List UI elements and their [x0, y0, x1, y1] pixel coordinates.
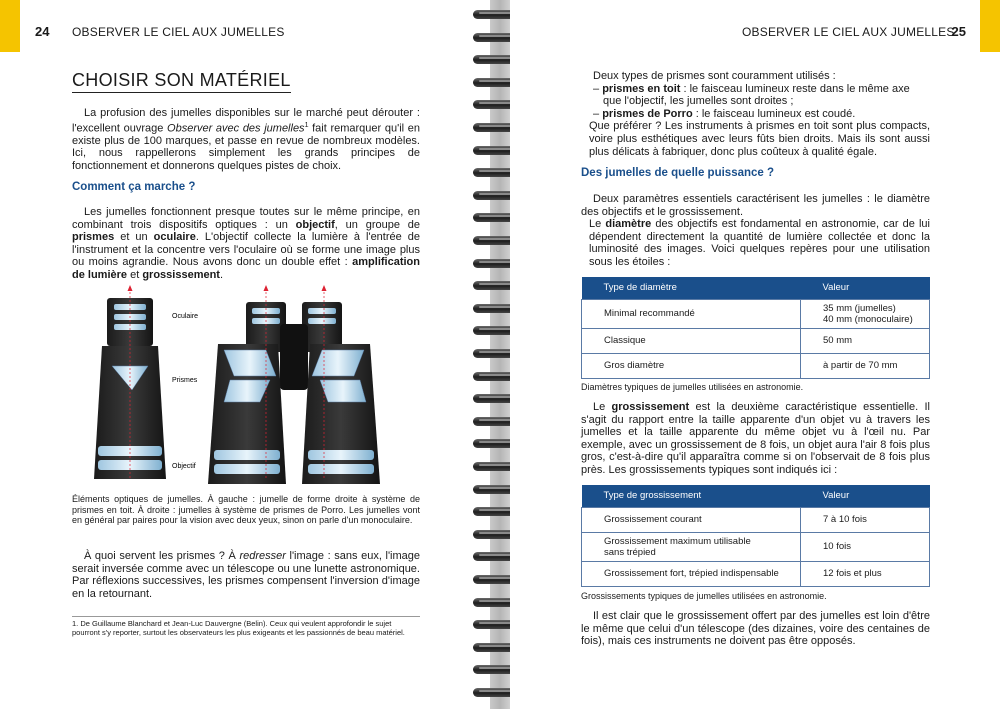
- prism-types-list: Deux types de prismes sont couramment utilisés : – prismes en toit : le faisceau lumineux reste dans le même axe que l'objectif, les jumelles sont droites ; – prismes de Porro : le faisceau lumineux est coudé. Que préférer ? Les instruments à prismes en toit sont plus compacts, voire plus esthétiques avec leurs fûts bien droits. Mais ils sont aussi plus délicats à fabriquer, donc plus coûteux à qualité égale.: [589, 70, 930, 158]
- page-title: CHOISIR SON MATÉRIEL: [72, 70, 291, 93]
- page-number: 24: [35, 24, 50, 39]
- label-prismes: Prismes: [172, 377, 198, 384]
- table-header: Type de diamètre: [582, 277, 801, 299]
- running-head: OBSERVER LE CIEL AUX JUMELLES: [742, 25, 955, 39]
- diameter-table: [581, 277, 930, 379]
- table-header: Valeur: [801, 485, 930, 507]
- table-header: Type de grossissement: [582, 485, 801, 507]
- table-caption: Grossissements typiques de jumelles utilisées en astronomie.: [581, 591, 827, 601]
- porro-binoculars: [208, 285, 380, 484]
- label-oculaire: Oculaire: [172, 313, 199, 320]
- roof-prism-monocular: [94, 285, 166, 480]
- intro-paragraph: La profusion des jumelles disponibles sur le marché peut dérouter : l'excellent ouvrage Observer avec des jumelles$^1$ fait remarquer qu'il en existe plus de 100 marques, et passe en revue de nombreux modèles. Ici, nous rappellerons simplement les grands principes de fonctionnement et donnerons quelques pistes de choix.: [72, 107, 420, 173]
- running-head: OBSERVER LE CIEL AUX JUMELLES: [72, 25, 285, 39]
- section-heading: Des jumelles de quelle puissance ?: [581, 167, 775, 179]
- page-number: 25: [951, 24, 966, 39]
- principle-paragraph: Les jumelles fonctionnent presque toutes sur le même principe, en combinant trois dispositifs optiques : un objectif, un groupe de prismes et un oculaire. L'objectif collecte la lumière à l'entrée de l'instrument et la concentre vers l'oculaire où se forme une image plus ou moins agrandie. Nous avons donc un double effet : amplification de lumière et grossissement.: [72, 206, 421, 281]
- table-row: Grossissement fort, trépied indispensable 12 fois et plus: [582, 561, 930, 586]
- conclusion-paragraph: Il est clair que le grossissement offert par des jumelles est loin d'être le même que celui d'un télescope (des dizaines, voire des centaines de fois), mais ces instruments ne doivent pas être opposés.: [581, 610, 930, 648]
- magnification-table: [581, 485, 930, 587]
- prisms-paragraph: À quoi servent les prismes ? À redresser l'image : sans eux, l'image serait inversée comme avec un télescope ou une lunette astronomique. Par réflexions successives, les prismes compensent l'inversion d'image en la retournant.: [72, 550, 420, 600]
- binoculars-diagram: [90, 284, 390, 484]
- table-row: Classique 50 mm: [582, 328, 930, 353]
- table-header: Valeur: [801, 277, 930, 299]
- label-objectif: Objectif: [172, 463, 196, 470]
- table-caption: Diamètres typiques de jumelles utilisées en astronomie.: [581, 382, 804, 392]
- power-paragraph: Deux paramètres essentiels caractérisent les jumelles : le diamètre des objectifs et le grossissement. Le diamètre des objectifs est fondamental en astronomie, car de lui dépendent directement la quantité de lumière collectée et donc la luminosité des images. Voici quelques repères pour une utilisation sous les étoiles :: [581, 193, 930, 268]
- table-row: Minimal recommandé 35 mm (jumelles) 40 mm (monoculaire): [582, 299, 930, 328]
- section-heading: Comment ça marche ?: [72, 181, 196, 193]
- figure-caption: Éléments optiques de jumelles. À gauche : jumelle de forme droite à système de prismes en toit. À droite : jumelles à système de prismes de Porro. Les jumelles vont en général par paires pour la vision avec deux yeux, sinon on parle d'un monoculaire.: [72, 494, 420, 525]
- page-corner-tab: [980, 0, 1000, 52]
- table-row: Grossissement maximum utilisable sans trépied 10 fois: [582, 532, 930, 561]
- page-corner-tab: [0, 0, 20, 52]
- left-page: [0, 0, 490, 709]
- magnification-paragraph: Le grossissement est la deuxième caractéristique essentielle. Il s'agit du rapport entre la taille apparente d'un objet vu à travers les jumelles et la taille apparente du même objet vu à l'œil nu. Par exemple, avec un grossissement de 8 fois, un objet aura l'air 8 fois plus gros, c'est-à-dire qu'il apparaîtra comme si on l'observait de 8 fois plus près. Les grossissements typiques sont indiqués ici :: [581, 401, 930, 476]
- table-row: Grossissement courant 7 à 10 fois: [582, 507, 930, 532]
- table-row: Gros diamètre à partir de 70 mm: [582, 353, 930, 378]
- footnote: 1. De Guillaume Blanchard et Jean-Luc Dauvergne (Belin). Ceux qui veulent approfondir le sujet pourront s'y reporter, surtout les observateurs les plus exigeants et les passionnés de beau matériel.: [72, 616, 420, 637]
